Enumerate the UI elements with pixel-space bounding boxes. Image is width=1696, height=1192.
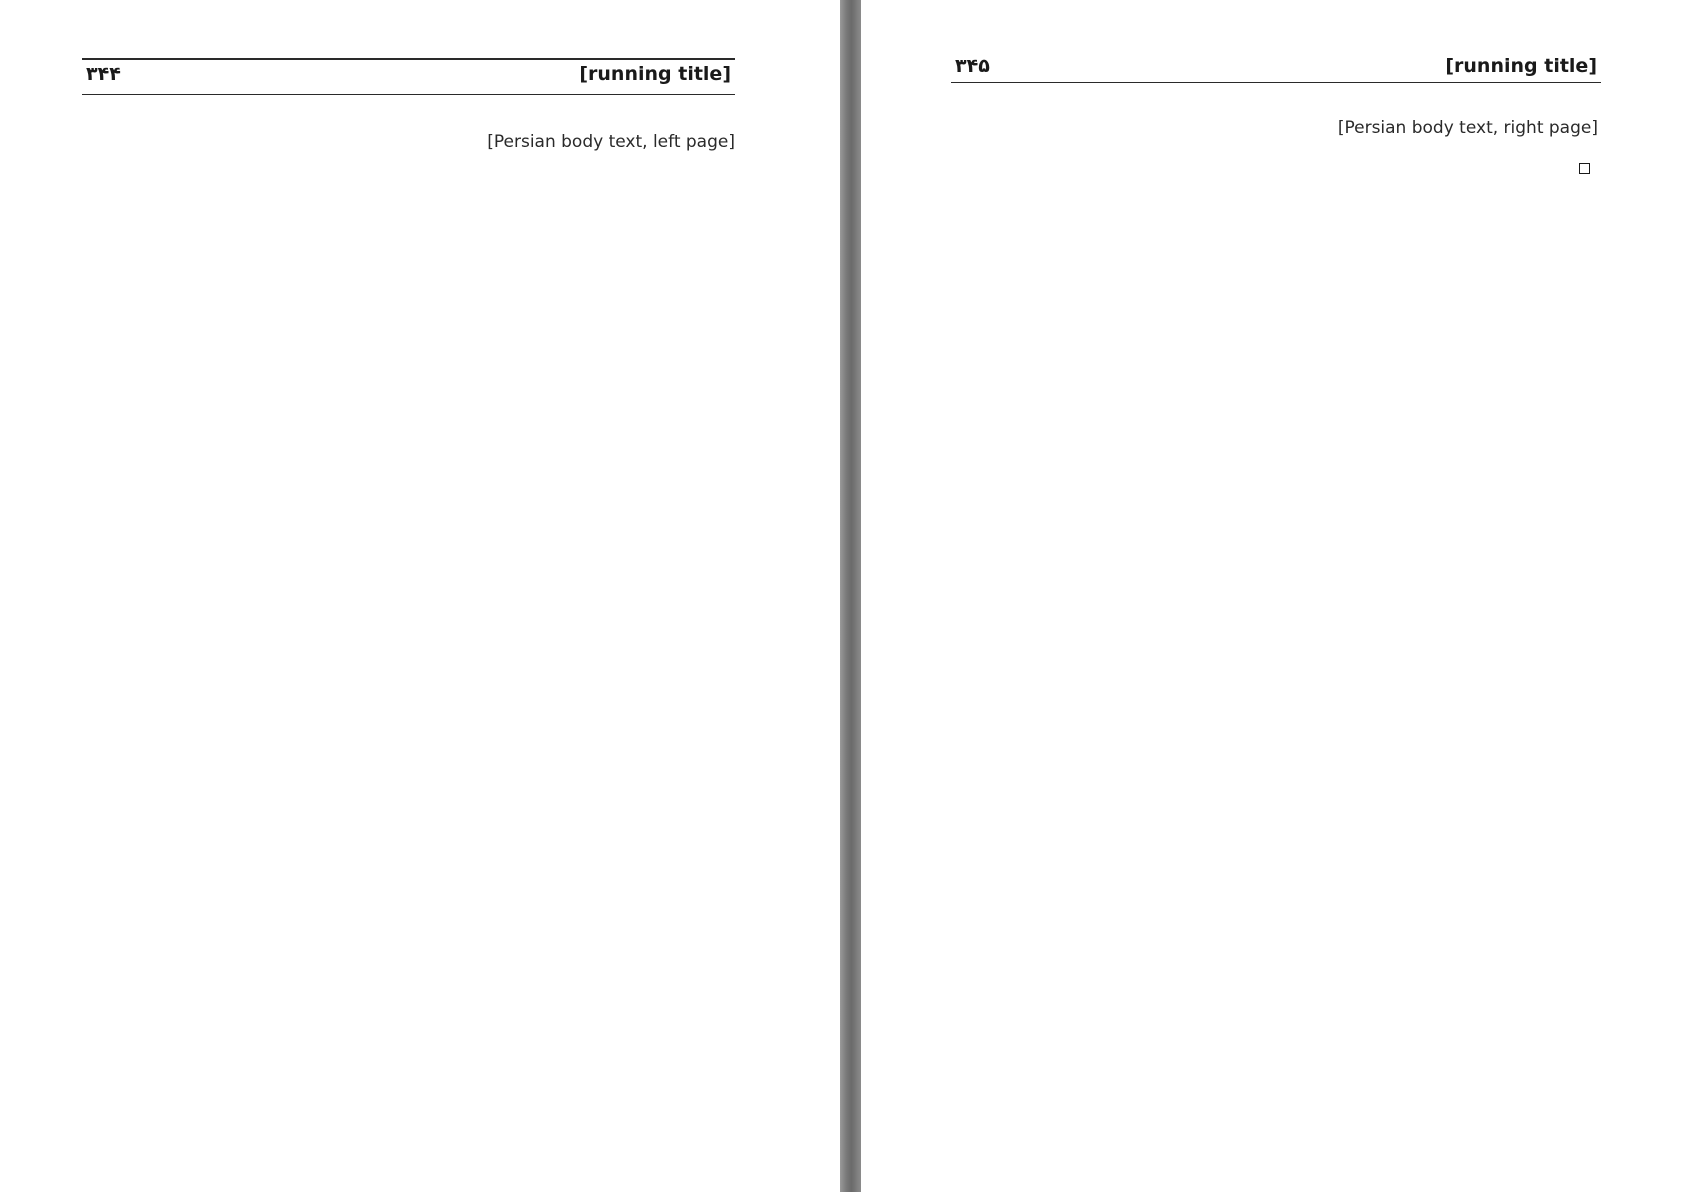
end-of-section-icon bbox=[1579, 163, 1590, 174]
page-header bbox=[951, 50, 1601, 84]
running-title: [running title] bbox=[579, 63, 731, 85]
running-title: [running title] bbox=[1445, 55, 1597, 77]
body-placeholder: [Persian body text, right page] bbox=[1337, 118, 1598, 138]
book-gutter bbox=[840, 0, 861, 1192]
body-placeholder: [Persian body text, left page] bbox=[487, 132, 735, 152]
page-number: ۳۴۴ bbox=[86, 63, 121, 85]
body-text bbox=[953, 108, 1598, 189]
right-page bbox=[861, 0, 1696, 1192]
left-page bbox=[0, 0, 840, 1192]
page-number: ۳۴۵ bbox=[955, 55, 990, 77]
page-header bbox=[82, 58, 735, 92]
body-text bbox=[82, 122, 735, 163]
